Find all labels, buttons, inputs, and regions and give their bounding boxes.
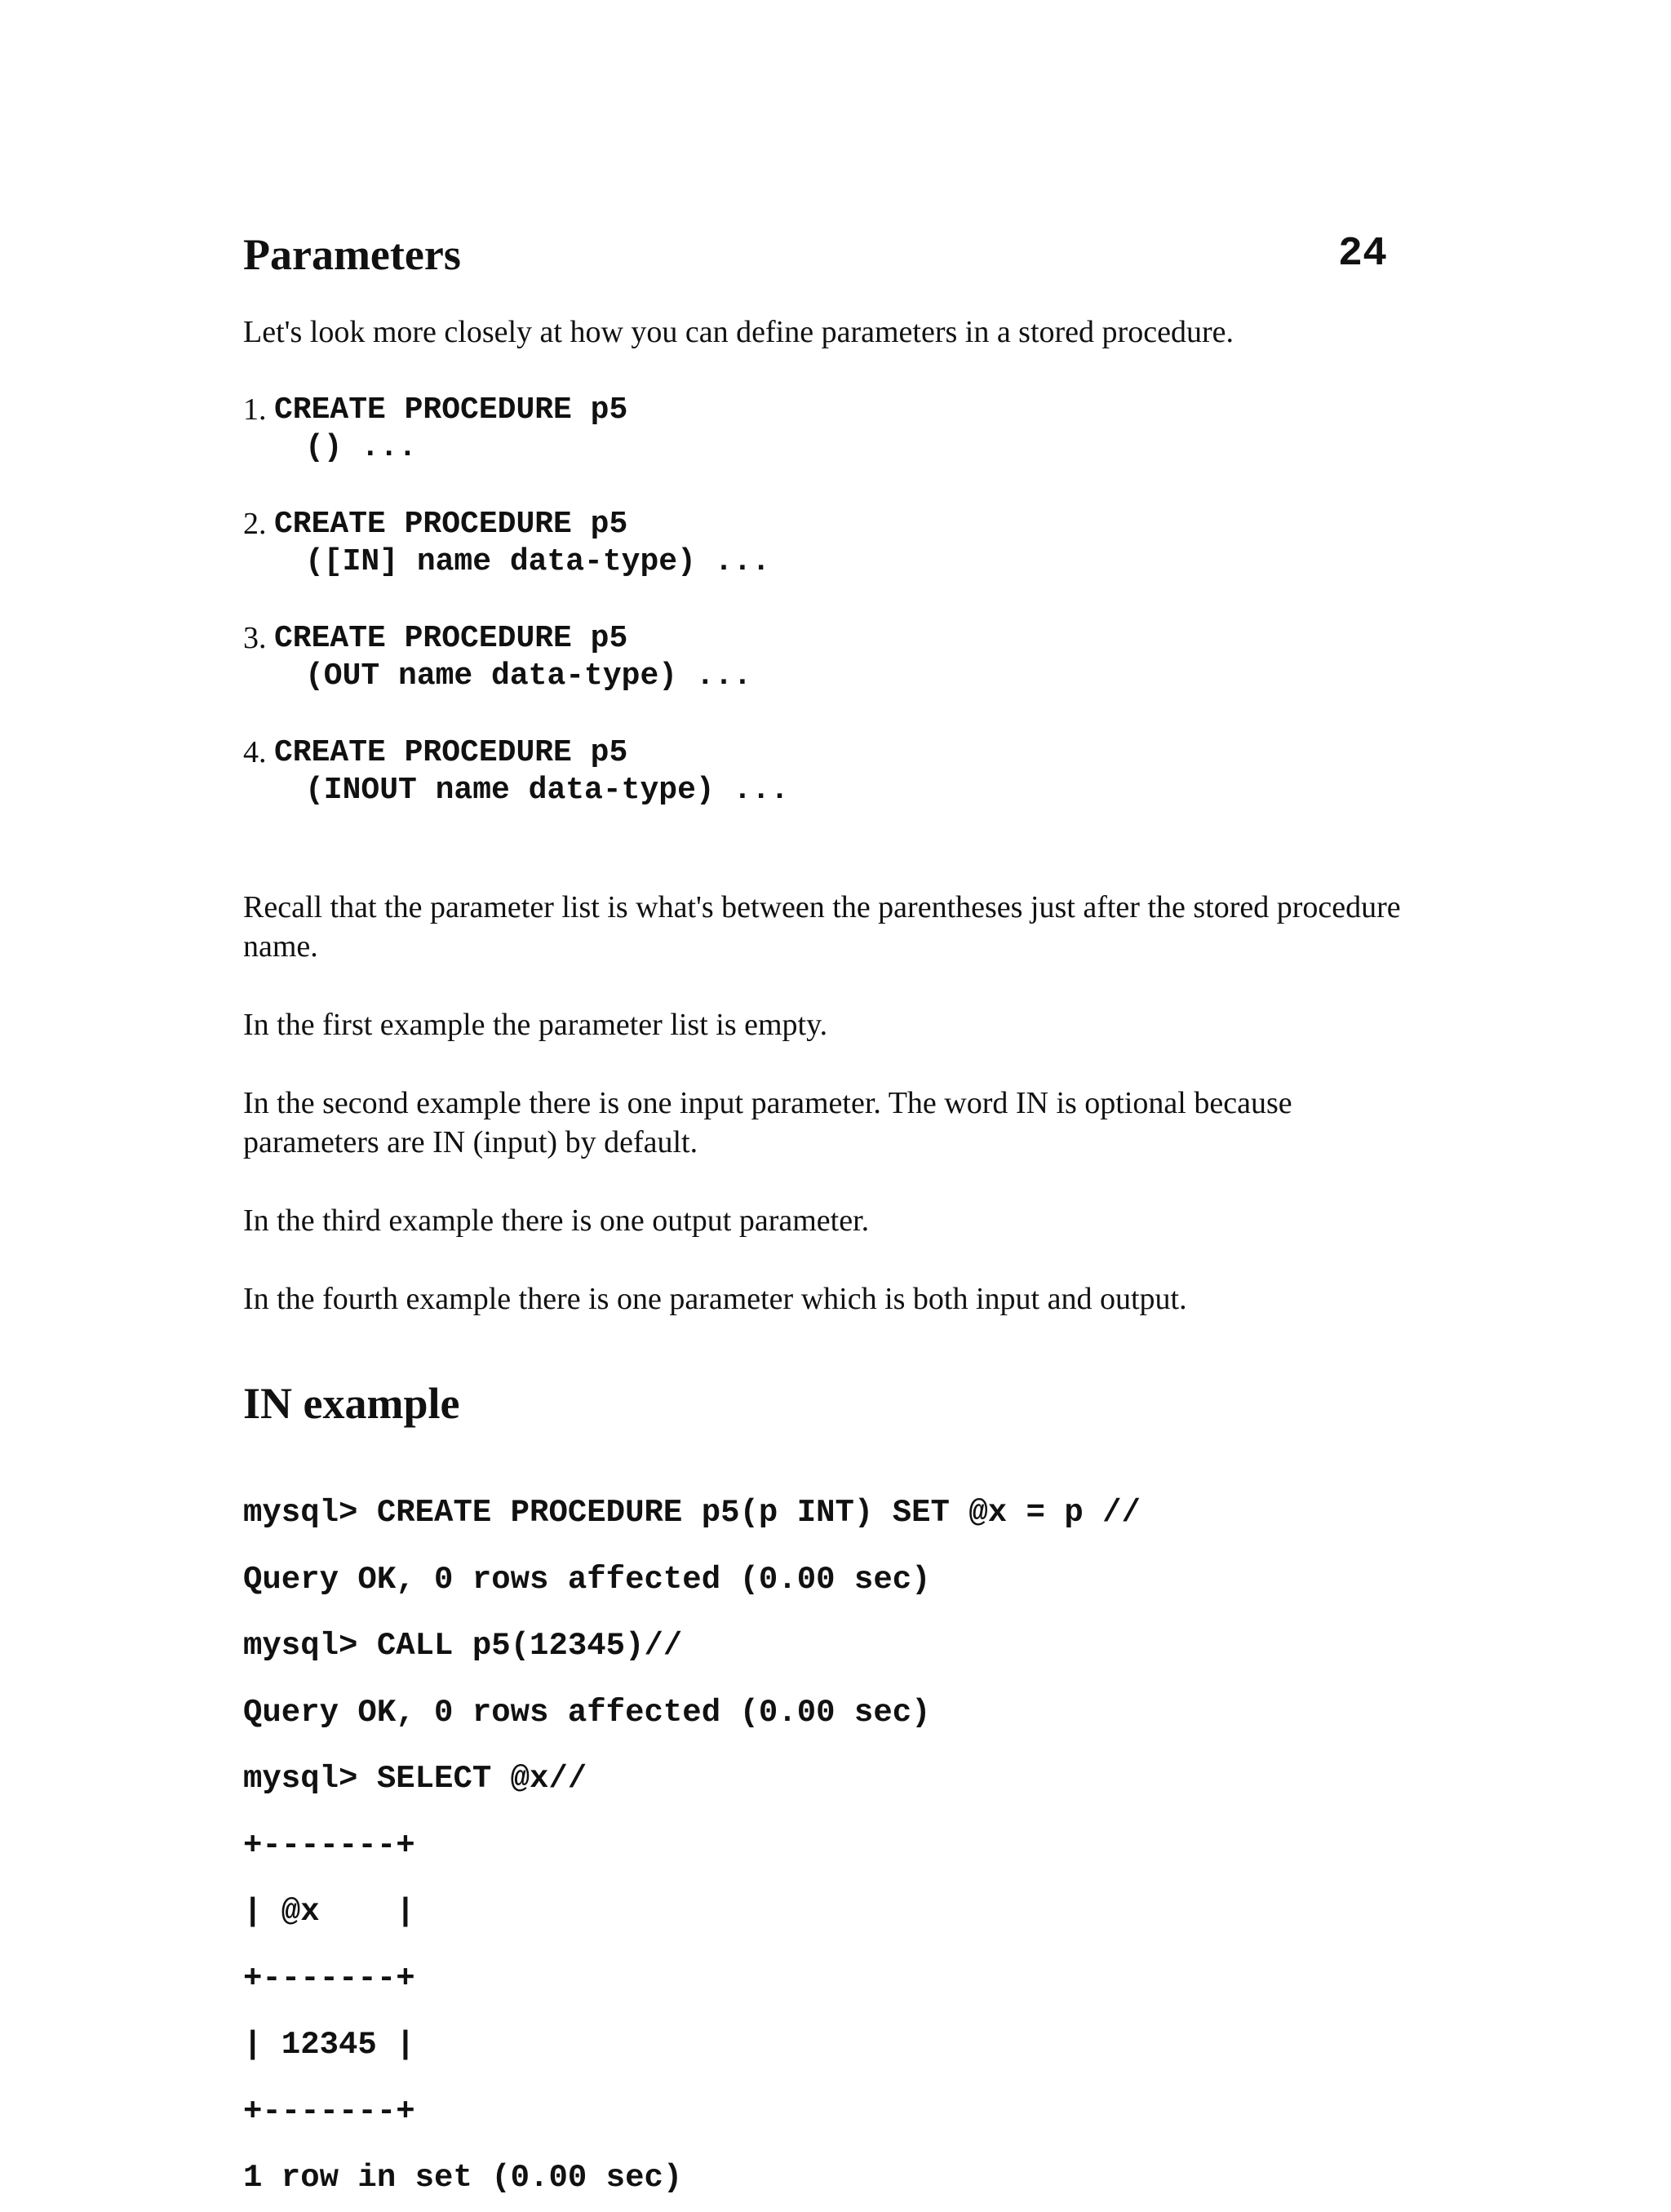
paragraph: In the third example there is one output parameter.	[243, 1204, 870, 1238]
example-code-line: ([IN] name data-type) ...	[305, 544, 771, 579]
example-number: 1.	[243, 392, 267, 427]
console-line: mysql> SELECT @x//	[243, 1761, 587, 1797]
example-code-line: (OUT name data-type) ...	[305, 658, 752, 694]
console-line: +-------+	[243, 1827, 415, 1864]
example-code-line: CREATE PROCEDURE p5	[274, 392, 628, 428]
paragraph: Recall that the parameter list is what's between the parentheses just after the stored procedure name.	[243, 890, 1401, 964]
console-line: mysql> CREATE PROCEDURE p5(p INT) SET @x = p //	[243, 1495, 1141, 1531]
console-line: +-------+	[243, 2093, 415, 2130]
console-line: Query OK, 0 rows affected (0.00 sec)	[243, 1694, 931, 1731]
example-number: 2.	[243, 507, 267, 541]
example-code-line: CREATE PROCEDURE p5	[274, 735, 628, 770]
example-number: 4.	[243, 735, 267, 769]
console-line: mysql> CALL p5(12345)//	[243, 1628, 683, 1664]
example-number: 3.	[243, 621, 267, 655]
example-code-line: CREATE PROCEDURE p5	[274, 507, 628, 542]
console-line: +-------+	[243, 1960, 415, 1997]
section-heading: IN example	[243, 1379, 460, 1428]
console-line: 1 row in set (0.00 sec)	[243, 2160, 683, 2196]
console-line: Query OK, 0 rows affected (0.00 sec)	[243, 1561, 931, 1598]
page-number: 24	[1337, 231, 1387, 277]
console-line: | 12345 |	[243, 2027, 415, 2063]
intro-paragraph: Let's look more closely at how you can define parameters in a stored procedure.	[243, 315, 1234, 349]
paragraph: In the fourth example there is one parameter which is both input and output.	[243, 1282, 1187, 1316]
page-title: Parameters	[243, 230, 461, 279]
paragraph: In the first example the parameter list is empty.	[243, 1008, 828, 1042]
console-line: | @x |	[243, 1894, 415, 1930]
example-code-line: () ...	[305, 430, 417, 465]
console-block	[243, 1465, 1141, 2212]
example-code-line: (INOUT name data-type) ...	[305, 773, 789, 808]
example-code-line: CREATE PROCEDURE p5	[274, 621, 628, 656]
paragraph: In the second example there is one input parameter. The word IN is optional because parameters are IN (input) by default.	[243, 1086, 1292, 1159]
